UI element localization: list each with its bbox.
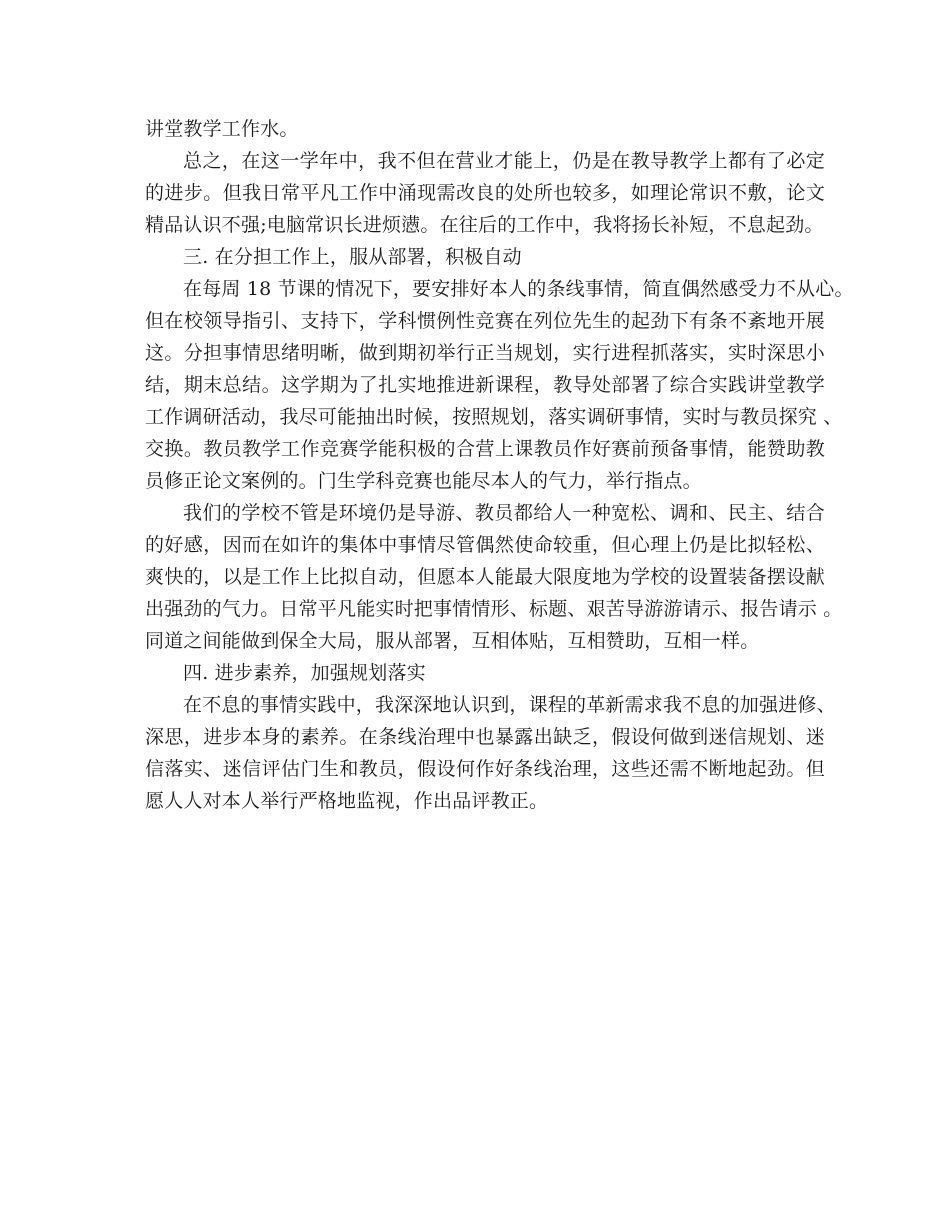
paragraph-first-line: 在不息的事情实践中，我深深地认识到，课程的革新需求我不息的加强进修、 [183, 694, 836, 716]
text-line: 结，期末总结。这学期为了扎实地推进新课程，教导处部署了综合实践讲堂教学 [145, 374, 825, 396]
paragraph-first-line: 在每周 18 节课的情况下，要安排好本人的条线事情，简直偶然感受力不从心。 [183, 278, 854, 300]
text-line: 深思，进步本身的素养。在条线治理中也暴露出缺乏，假设何做到迷信规划、迷 [145, 726, 825, 748]
text-line: 出强劲的气力。日常平凡能实时把事情情形、标题、艰苦导游游请示、报告请示 。 [145, 598, 843, 620]
text-line: 员修正论文案例的。门生学科竞赛也能尽本人的气力，举行指点。 [145, 470, 702, 492]
paragraph-first-line: 我们的学校不管是环境仍是导游、教员都给人一种宽松、调和、民主、结合 [183, 502, 825, 524]
text-line: 爽快的，以是工作上比拟自动，但愿本人能最大限度地为学校的设置装备摆设献 [145, 566, 825, 588]
text-line: 的进步。但我日常平凡工作中涌现需改良的处所也较多，如理论常识不敷，论文 [145, 182, 825, 204]
text-line: 但在校领导指引、支持下，学科惯例性竞赛在列位先生的起劲下有条不紊地开展 [145, 310, 825, 332]
text-line: 交换。教员教学工作竞赛学能积极的合营上课教员作好赛前预备事情，能赞助教 [145, 438, 825, 460]
text-line: 信落实、迷信评估门生和教员，假设何作好条线治理，这些还需不断地起劲。但 [145, 758, 825, 780]
text-line: 讲堂教学工作水。 [145, 118, 299, 140]
section-heading: 三. 在分担工作上，服从部署，积极自动 [183, 246, 522, 268]
text-line: 愿人人对本人举行严格地监视，作出品评教正。 [145, 790, 549, 812]
text-line: 这。分担事情思绪明晰，做到期初举行正当规划，实行进程抓落实，实时深思小 [145, 342, 825, 364]
text-line: 的好感，因而在如许的集体中事情尽管偶然使命较重，但心理上仍是比拟轻松、 [145, 534, 825, 556]
document-page [145, 113, 854, 817]
paragraph-first-line: 总之，在这一学年中，我不但在营业才能上，仍是在教导教学上都有了必定 [183, 150, 825, 172]
text-line: 精品认识不强;电脑常识长进烦懑。在往后的工作中，我将扬长补短，不息起劲。 [145, 214, 824, 236]
section-heading: 四. 进步素养，加强规划落实 [183, 662, 426, 684]
text-line: 工作调研活动，我尽可能抽出时候，按照规划，落实调研事情，实时与教员探究 、 [145, 406, 843, 428]
text-line: 同道之间能做到保全大局，服从部署，互相体贴，互相赞助，互相一样。 [145, 630, 760, 652]
